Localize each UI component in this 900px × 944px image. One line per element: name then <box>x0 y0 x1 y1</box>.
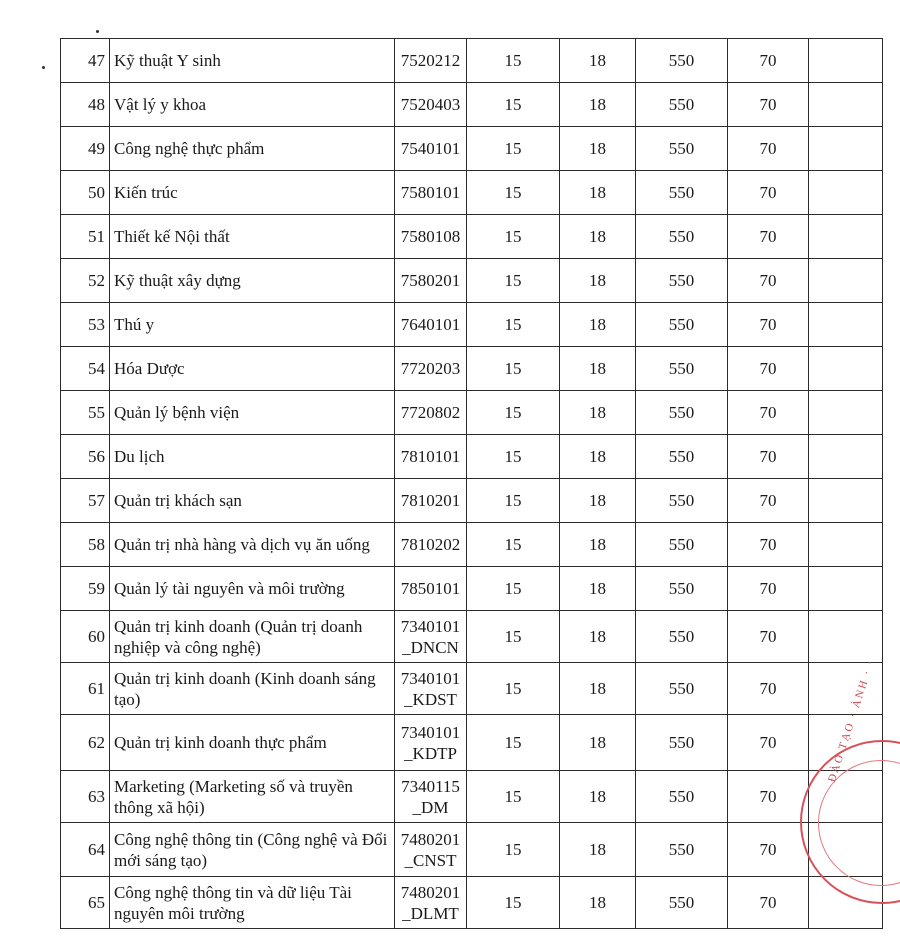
program-code: 7640101 <box>395 303 467 347</box>
value-col-1: 15 <box>467 567 560 611</box>
row-number: 50 <box>61 171 110 215</box>
value-col-2: 18 <box>560 663 636 715</box>
table-row <box>61 479 883 523</box>
value-col-5 <box>809 215 883 259</box>
table-row <box>61 663 883 715</box>
value-col-1: 15 <box>467 259 560 303</box>
program-name: Quản trị khách sạn <box>110 479 395 523</box>
table-row <box>61 391 883 435</box>
table-row <box>61 171 883 215</box>
program-table-body <box>61 39 883 929</box>
row-number: 55 <box>61 391 110 435</box>
value-col-3: 550 <box>636 823 728 877</box>
value-col-3: 550 <box>636 567 728 611</box>
value-col-2: 18 <box>560 215 636 259</box>
value-col-5 <box>809 523 883 567</box>
value-col-5 <box>809 83 883 127</box>
value-col-4: 70 <box>728 39 809 83</box>
program-name: Công nghệ thông tin (Công nghệ và Đổi mới sáng tạo) <box>110 823 395 877</box>
value-col-2: 18 <box>560 715 636 771</box>
value-col-4: 70 <box>728 347 809 391</box>
program-name: Quản lý bệnh viện <box>110 391 395 435</box>
row-number: 64 <box>61 823 110 877</box>
value-col-1: 15 <box>467 479 560 523</box>
value-col-1: 15 <box>467 39 560 83</box>
program-code: 7520403 <box>395 83 467 127</box>
value-col-5 <box>809 39 883 83</box>
table-row <box>61 611 883 663</box>
table-row <box>61 877 883 929</box>
program-name: Vật lý y khoa <box>110 83 395 127</box>
value-col-4: 70 <box>728 715 809 771</box>
row-number: 65 <box>61 877 110 929</box>
program-name: Công nghệ thực phẩm <box>110 127 395 171</box>
value-col-1: 15 <box>467 663 560 715</box>
value-col-5 <box>809 435 883 479</box>
value-col-1: 15 <box>467 523 560 567</box>
value-col-2: 18 <box>560 39 636 83</box>
program-name: Quản trị kinh doanh (Kinh doanh sáng tạo) <box>110 663 395 715</box>
program-code: 7810101 <box>395 435 467 479</box>
value-col-3: 550 <box>636 83 728 127</box>
row-number: 58 <box>61 523 110 567</box>
value-col-4: 70 <box>728 215 809 259</box>
table-row <box>61 823 883 877</box>
program-code: 7340101 _KDTP <box>395 715 467 771</box>
program-code: 7720203 <box>395 347 467 391</box>
value-col-2: 18 <box>560 567 636 611</box>
value-col-5 <box>809 303 883 347</box>
value-col-1: 15 <box>467 171 560 215</box>
value-col-5 <box>809 171 883 215</box>
table-row <box>61 303 883 347</box>
value-col-2: 18 <box>560 347 636 391</box>
table-row <box>61 435 883 479</box>
program-name: Quản trị nhà hàng và dịch vụ ăn uống <box>110 523 395 567</box>
program-name: Kỹ thuật Y sinh <box>110 39 395 83</box>
value-col-4: 70 <box>728 127 809 171</box>
scan-speck <box>42 66 45 69</box>
program-name: Kiến trúc <box>110 171 395 215</box>
table-row <box>61 347 883 391</box>
row-number: 54 <box>61 347 110 391</box>
value-col-2: 18 <box>560 523 636 567</box>
value-col-5 <box>809 127 883 171</box>
value-col-4: 70 <box>728 435 809 479</box>
table-row <box>61 39 883 83</box>
value-col-3: 550 <box>636 259 728 303</box>
table-row <box>61 523 883 567</box>
row-number: 59 <box>61 567 110 611</box>
row-number: 61 <box>61 663 110 715</box>
row-number: 56 <box>61 435 110 479</box>
value-col-4: 70 <box>728 823 809 877</box>
value-col-1: 15 <box>467 823 560 877</box>
value-col-4: 70 <box>728 303 809 347</box>
value-col-4: 70 <box>728 391 809 435</box>
value-col-5 <box>809 259 883 303</box>
value-col-4: 70 <box>728 567 809 611</box>
value-col-3: 550 <box>636 39 728 83</box>
official-seal-text: ĐÀO TẠO · ÀNH · · <box>826 657 878 784</box>
program-code: 7480201 _DLMT <box>395 877 467 929</box>
value-col-4: 70 <box>728 877 809 929</box>
program-name: Marketing (Marketing số và truyền thông xã hội) <box>110 771 395 823</box>
row-number: 51 <box>61 215 110 259</box>
value-col-3: 550 <box>636 303 728 347</box>
value-col-4: 70 <box>728 479 809 523</box>
value-col-3: 550 <box>636 715 728 771</box>
value-col-1: 15 <box>467 877 560 929</box>
program-code: 7720802 <box>395 391 467 435</box>
value-col-5 <box>809 567 883 611</box>
row-number: 52 <box>61 259 110 303</box>
value-col-2: 18 <box>560 479 636 523</box>
program-name: Hóa Dược <box>110 347 395 391</box>
value-col-3: 550 <box>636 347 728 391</box>
program-name: Công nghệ thông tin và dữ liệu Tài nguyên môi trường <box>110 877 395 929</box>
value-col-4: 70 <box>728 171 809 215</box>
value-col-2: 18 <box>560 823 636 877</box>
program-code: 7340101 _DNCN <box>395 611 467 663</box>
value-col-3: 550 <box>636 877 728 929</box>
value-col-3: 550 <box>636 611 728 663</box>
value-col-3: 550 <box>636 215 728 259</box>
value-col-4: 70 <box>728 611 809 663</box>
value-col-3: 550 <box>636 479 728 523</box>
value-col-1: 15 <box>467 83 560 127</box>
value-col-3: 550 <box>636 435 728 479</box>
program-name: Quản trị kinh doanh thực phẩm <box>110 715 395 771</box>
program-code: 7340115 _DM <box>395 771 467 823</box>
value-col-2: 18 <box>560 127 636 171</box>
value-col-5 <box>809 479 883 523</box>
value-col-1: 15 <box>467 611 560 663</box>
table-row <box>61 83 883 127</box>
value-col-2: 18 <box>560 391 636 435</box>
row-number: 60 <box>61 611 110 663</box>
program-code: 7520212 <box>395 39 467 83</box>
program-name: Thiết kế Nội thất <box>110 215 395 259</box>
program-code: 7480201 _CNST <box>395 823 467 877</box>
program-name: Quản trị kinh doanh (Quản trị doanh nghiệp và công nghệ) <box>110 611 395 663</box>
value-col-1: 15 <box>467 347 560 391</box>
value-col-4: 70 <box>728 259 809 303</box>
value-col-3: 550 <box>636 391 728 435</box>
table-row <box>61 771 883 823</box>
value-col-1: 15 <box>467 215 560 259</box>
table-row <box>61 715 883 771</box>
row-number: 48 <box>61 83 110 127</box>
value-col-1: 15 <box>467 715 560 771</box>
program-name: Thú y <box>110 303 395 347</box>
program-name: Du lịch <box>110 435 395 479</box>
row-number: 49 <box>61 127 110 171</box>
value-col-5 <box>809 347 883 391</box>
scan-speck <box>96 30 99 33</box>
value-col-2: 18 <box>560 611 636 663</box>
row-number: 47 <box>61 39 110 83</box>
value-col-1: 15 <box>467 127 560 171</box>
value-col-3: 550 <box>636 771 728 823</box>
table-row <box>61 567 883 611</box>
program-table <box>60 38 883 929</box>
program-name: Kỹ thuật xây dựng <box>110 259 395 303</box>
row-number: 53 <box>61 303 110 347</box>
table-row <box>61 127 883 171</box>
value-col-1: 15 <box>467 771 560 823</box>
value-col-3: 550 <box>636 127 728 171</box>
program-code: 7580101 <box>395 171 467 215</box>
value-col-3: 550 <box>636 171 728 215</box>
row-number: 57 <box>61 479 110 523</box>
value-col-2: 18 <box>560 435 636 479</box>
value-col-5 <box>809 611 883 663</box>
value-col-3: 550 <box>636 523 728 567</box>
value-col-2: 18 <box>560 259 636 303</box>
row-number: 63 <box>61 771 110 823</box>
value-col-2: 18 <box>560 171 636 215</box>
table-row <box>61 259 883 303</box>
table-row <box>61 215 883 259</box>
program-code: 7580108 <box>395 215 467 259</box>
value-col-4: 70 <box>728 663 809 715</box>
value-col-1: 15 <box>467 435 560 479</box>
program-code: 7580201 <box>395 259 467 303</box>
value-col-5 <box>809 391 883 435</box>
program-code: 7810202 <box>395 523 467 567</box>
value-col-4: 70 <box>728 523 809 567</box>
program-code: 7810201 <box>395 479 467 523</box>
value-col-1: 15 <box>467 303 560 347</box>
value-col-4: 70 <box>728 83 809 127</box>
program-name: Quản lý tài nguyên và môi trường <box>110 567 395 611</box>
value-col-2: 18 <box>560 771 636 823</box>
program-code: 7340101 _KDST <box>395 663 467 715</box>
value-col-1: 15 <box>467 391 560 435</box>
row-number: 62 <box>61 715 110 771</box>
value-col-2: 18 <box>560 303 636 347</box>
program-code: 7540101 <box>395 127 467 171</box>
value-col-2: 18 <box>560 83 636 127</box>
value-col-3: 550 <box>636 663 728 715</box>
program-code: 7850101 <box>395 567 467 611</box>
value-col-2: 18 <box>560 877 636 929</box>
value-col-4: 70 <box>728 771 809 823</box>
